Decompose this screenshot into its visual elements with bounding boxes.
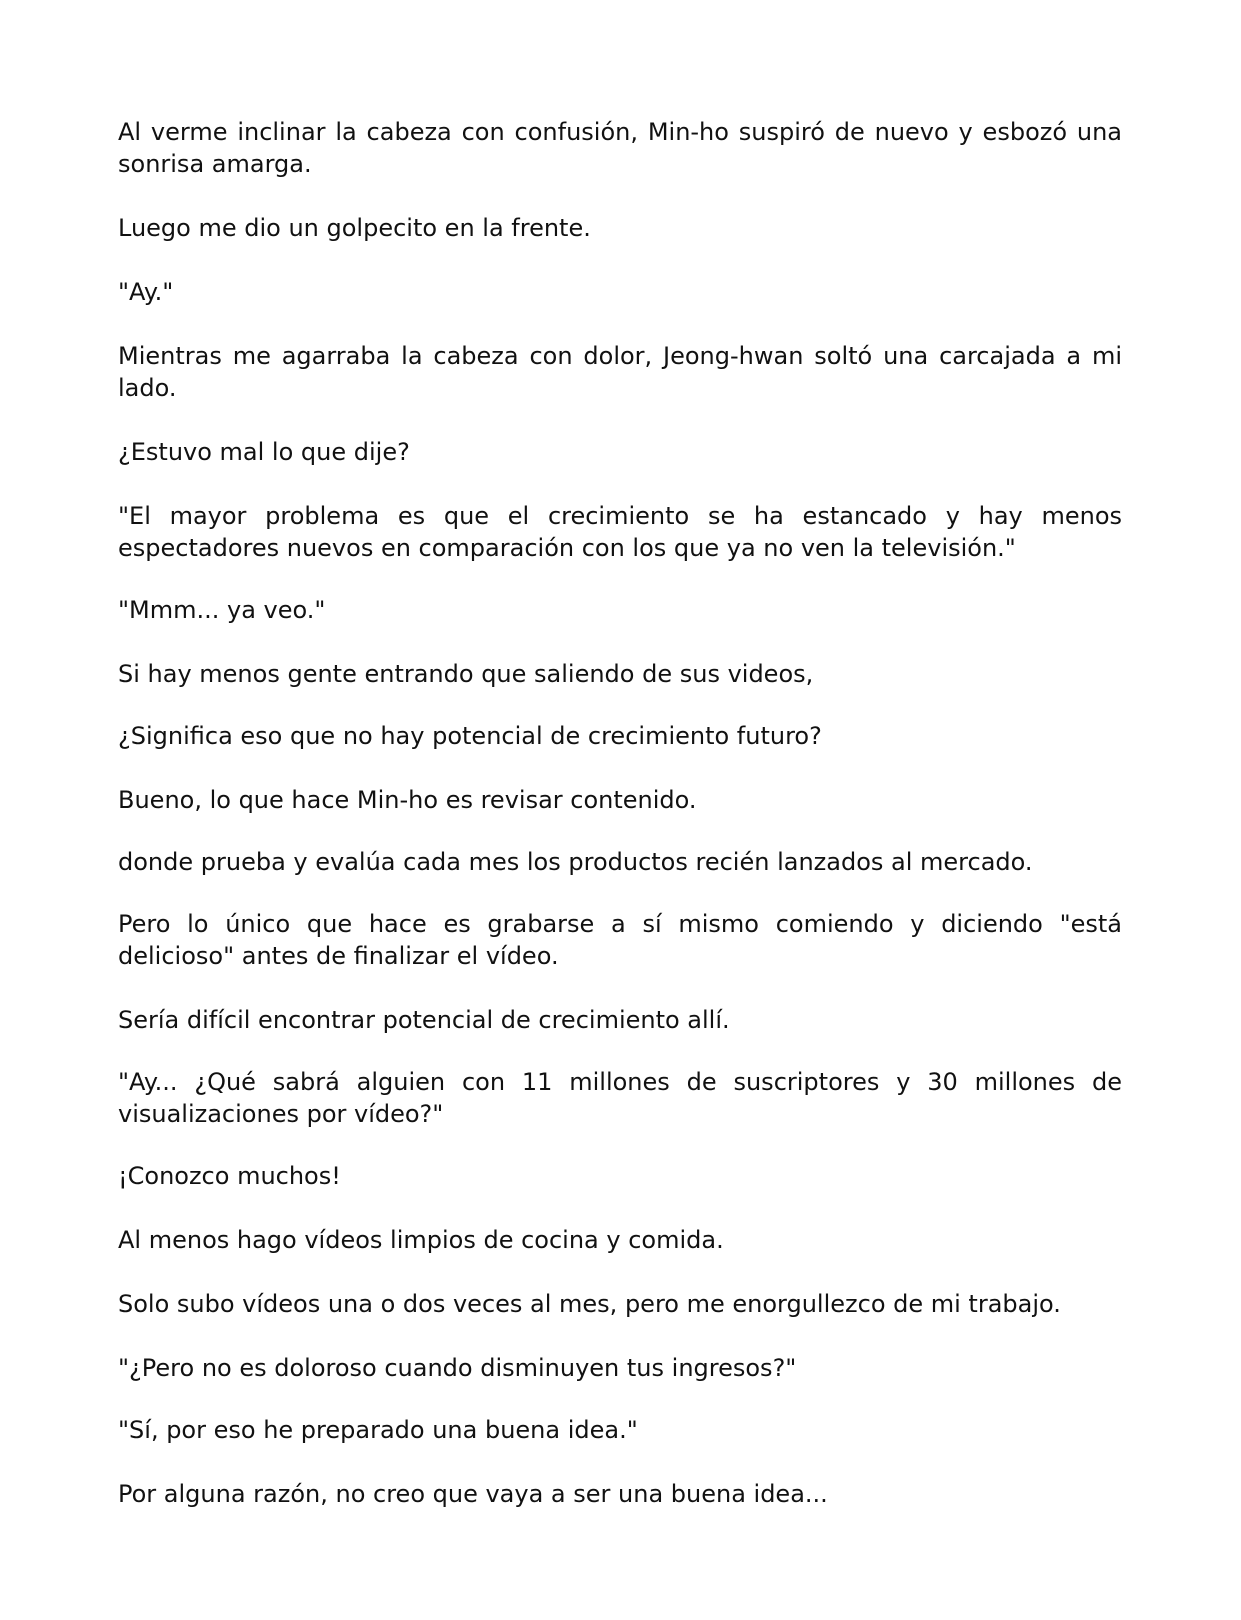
paragraph-11: donde prueba y evalúa cada mes los productos recién lanzados al mercado. [118, 848, 1033, 876]
paragraph-17: Solo subo vídeos una o dos veces al mes, pero me enorgullezco de mi trabajo. [118, 1290, 1061, 1318]
paragraph-19: "Sí, por eso he preparado una buena idea." [118, 1416, 638, 1444]
paragraph-7: "Mmm... ya veo." [118, 596, 326, 624]
paragraph-14: "Ay... ¿Qué sabrá alguien con 11 millones de suscriptores y 30 millones de visualizaciones por vídeo?" [118, 1068, 1122, 1128]
paragraph-10: Bueno, lo que hace Min-ho es revisar contenido. [118, 786, 697, 814]
paragraph-12: Pero lo único que hace es grabarse a sí mismo comiendo y diciendo "está delicioso" antes de finalizar el vídeo. [118, 910, 1122, 970]
paragraph-18: "¿Pero no es doloroso cuando disminuyen tus ingresos?" [118, 1354, 797, 1382]
paragraph-5: ¿Estuvo mal lo que dije? [118, 438, 410, 466]
paragraph-15: ¡Conozco muchos! [118, 1162, 341, 1190]
paragraph-1: Al verme inclinar la cabeza con confusión, Min-ho suspiró de nuevo y esbozó una sonrisa amarga. [118, 118, 1122, 178]
paragraph-4: Mientras me agarraba la cabeza con dolor, Jeong-hwan soltó una carcajada a mi lado. [118, 342, 1122, 402]
paragraph-3: "Ay." [118, 278, 174, 306]
paragraph-2: Luego me dio un golpecito en la frente. [118, 214, 591, 242]
paragraph-16: Al menos hago vídeos limpios de cocina y comida. [118, 1226, 724, 1254]
paragraph-20: Por alguna razón, no creo que vaya a ser una buena idea... [118, 1480, 828, 1508]
paragraph-8: Si hay menos gente entrando que saliendo de sus videos, [118, 660, 814, 688]
paragraph-6: "El mayor problema es que el crecimiento se ha estancado y hay menos espectadores nuevos en comparación con los que ya no ven la televisión." [118, 502, 1122, 562]
paragraph-9: ¿Significa eso que no hay potencial de crecimiento futuro? [118, 722, 822, 750]
paragraph-13: Sería difícil encontrar potencial de crecimiento allí. [118, 1006, 730, 1034]
